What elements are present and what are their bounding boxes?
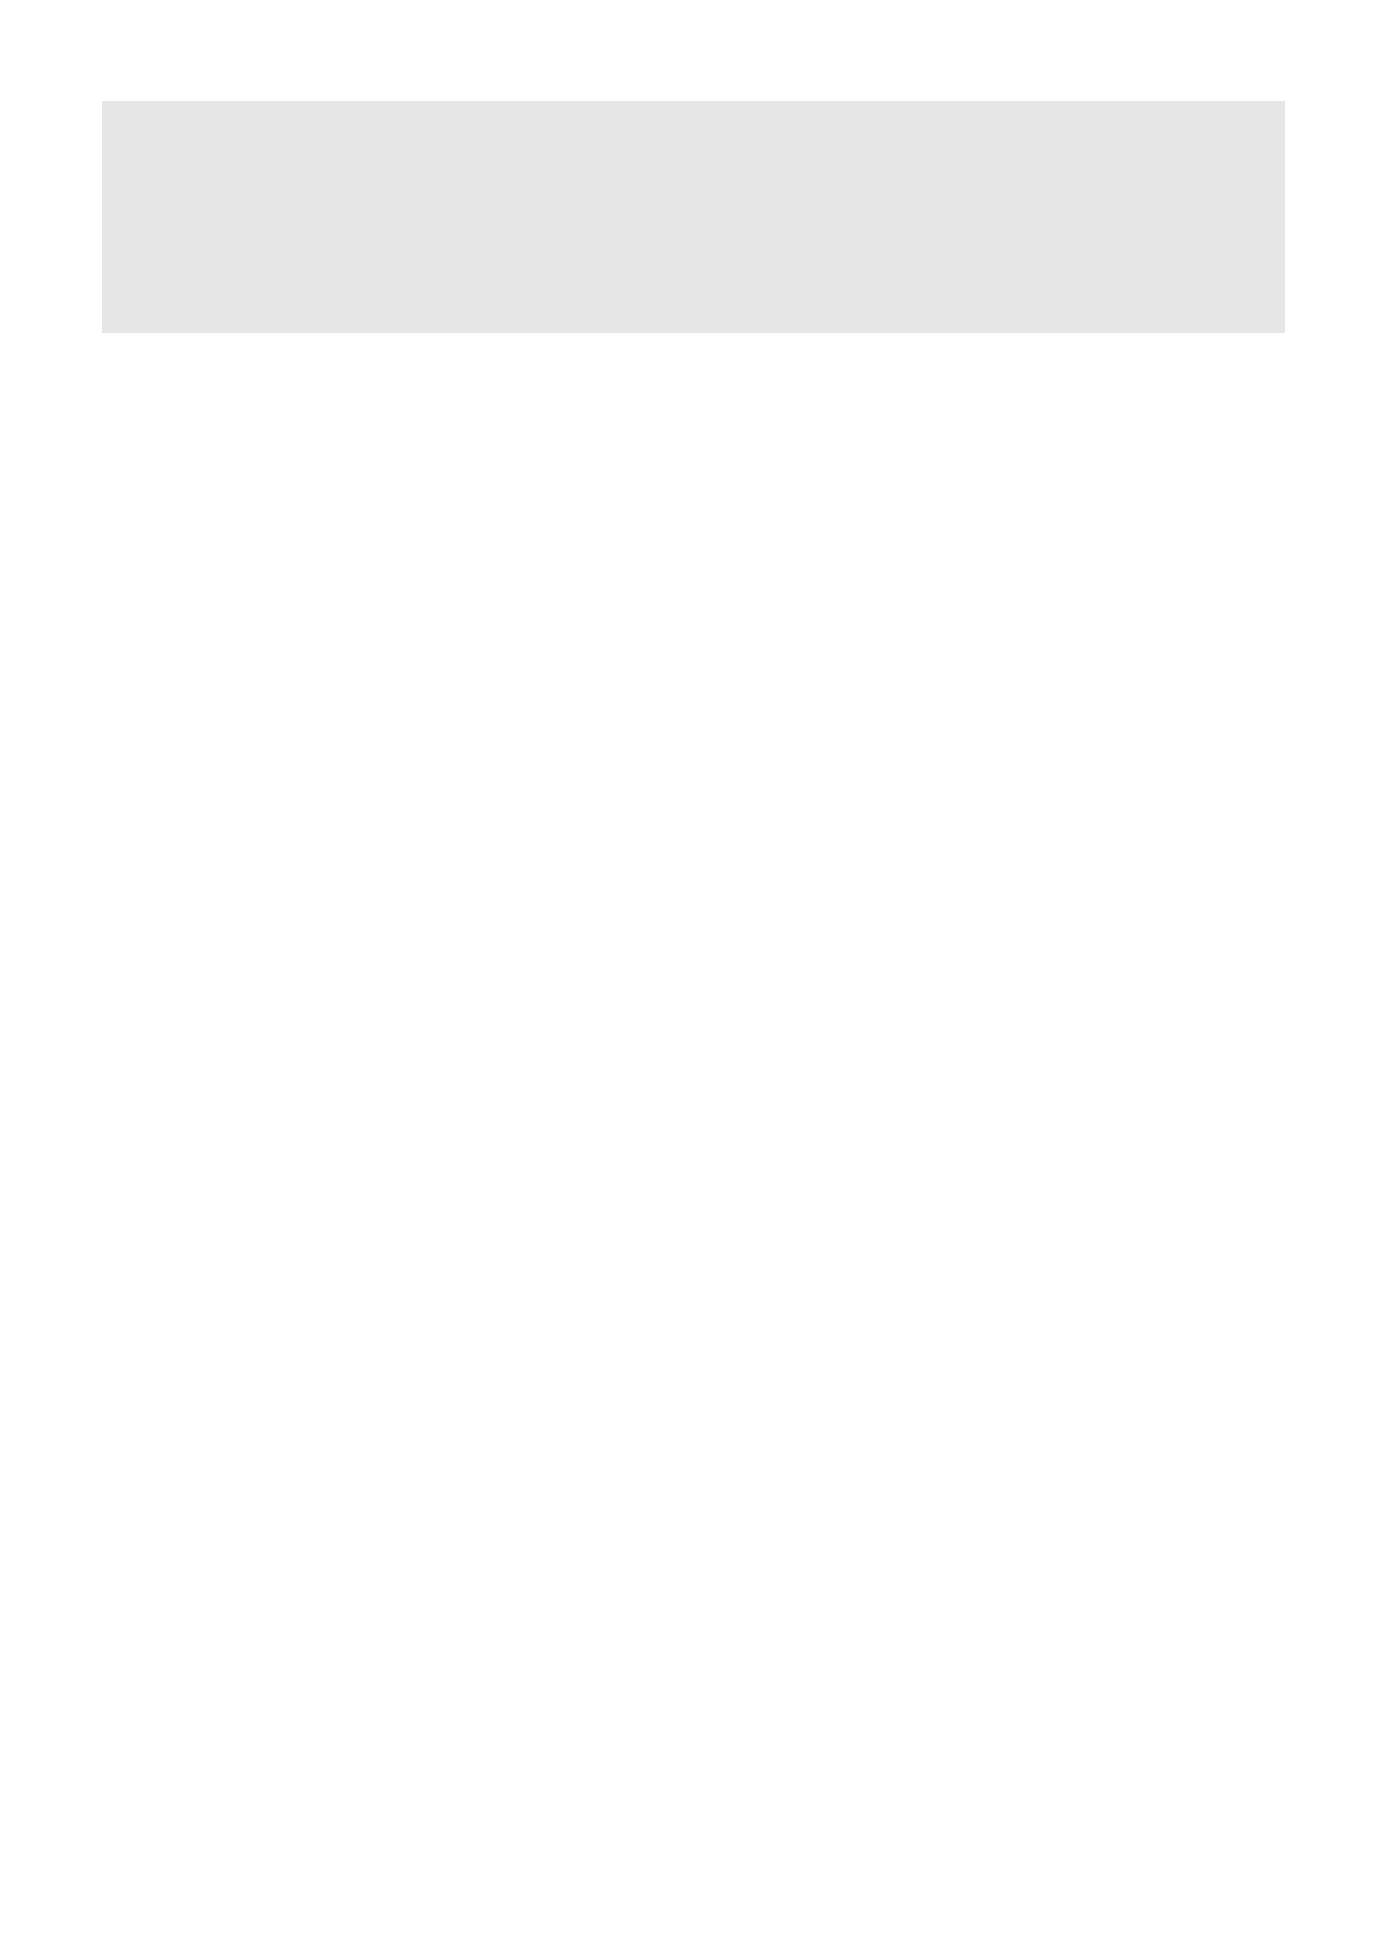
masthead-banner bbox=[102, 101, 1285, 333]
